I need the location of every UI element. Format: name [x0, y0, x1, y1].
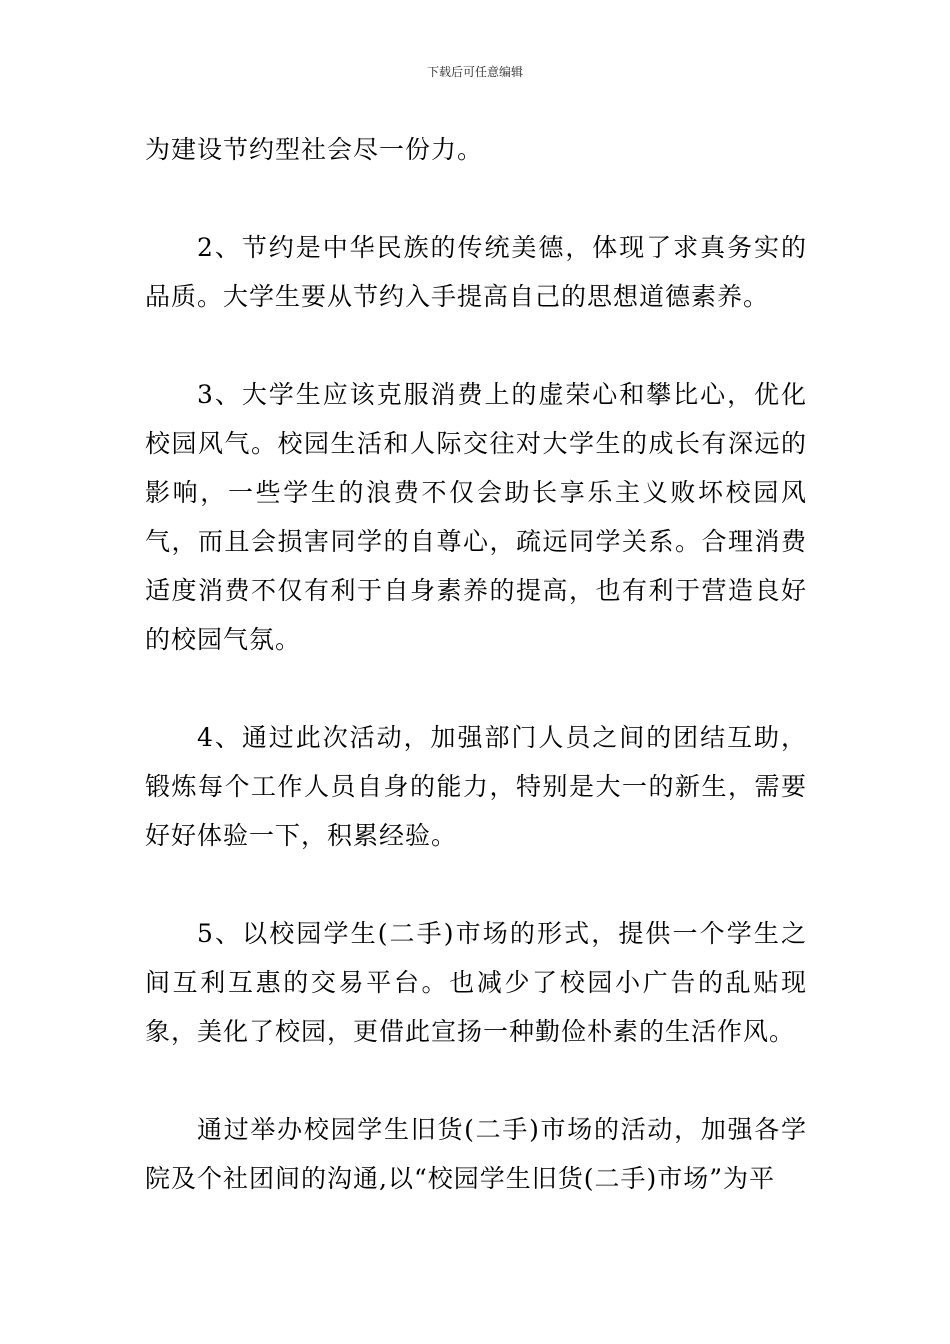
- paragraph-gap: [145, 664, 807, 713]
- paragraph-continuation: 为建设节约型社会尽一份力。: [145, 135, 484, 164]
- paragraph-item-4: 4、通过此次活动，加强部门人员之间的团结互助，锻炼每个工作人员自身的能力，特别是大一的新生，需要好好体验一下，积累经验。: [145, 723, 807, 850]
- document-body: [145, 125, 807, 1203]
- paragraph-gap: [145, 174, 807, 223]
- paragraph-item-2: 2、节约是中华民族的传统美德，体现了求真务实的品质。大学生要从节约入手提高自己的思想道德素养。: [145, 233, 807, 311]
- paragraph-summary: 通过举办校园学生旧货(二手)市场的活动，加强各学院及个社团间的沟通,以“校园学生旧货(二手)市场”为平: [145, 1115, 807, 1193]
- page-header: 下载后可任意编辑: [426, 65, 523, 79]
- paragraph-gap: [145, 860, 807, 909]
- paragraph-item-3: 3、大学生应该克服消费上的虚荣心和攀比心，优化校园风气。校园生活和人际交往对大学生的成长有深远的影响，一些学生的浪费不仅会助长享乐主义败坏校园风气，而且会损害同学的自尊心，疏远同学关系。合理消费适度消费不仅有利于自身素养的提高，也有利于营造良好的校园气氛。: [145, 380, 807, 654]
- paragraph-gap: [145, 321, 807, 370]
- paragraph-item-5: 5、以校园学生(二手)市场的形式，提供一个学生之间互利互惠的交易平台。也减少了校园小广告的乱贴现象，美化了校园，更借此宣扬一种勤俭朴素的生活作风。: [145, 919, 807, 1046]
- paragraph-gap: [145, 1056, 807, 1105]
